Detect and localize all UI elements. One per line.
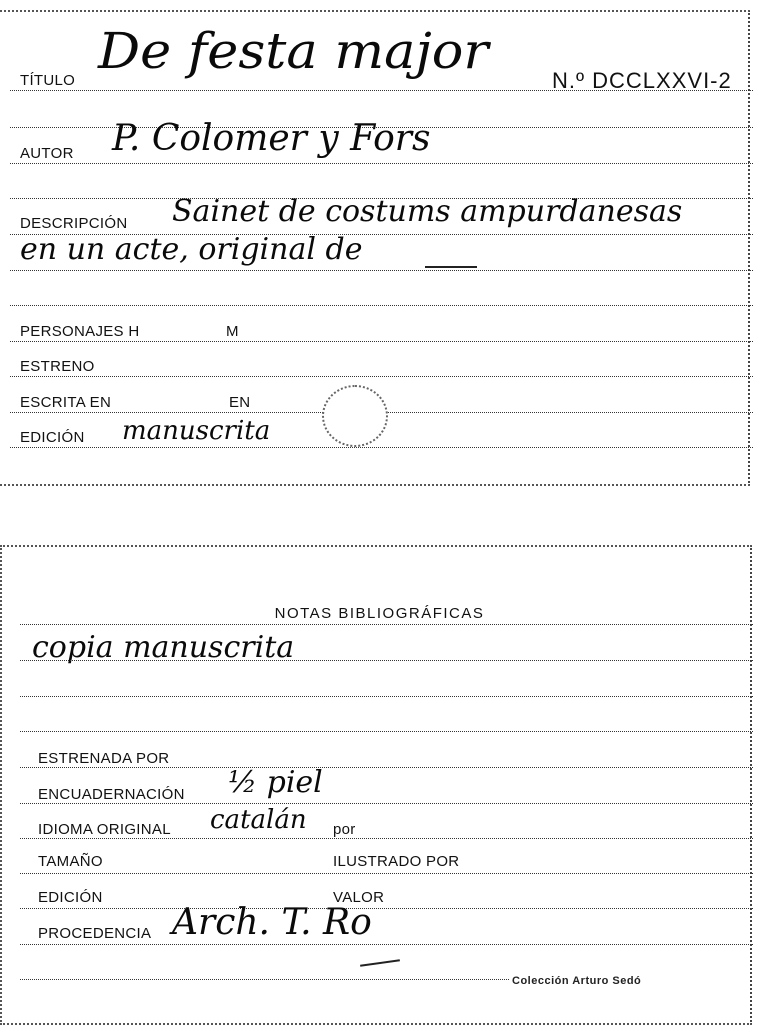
valor-label: VALOR — [333, 889, 385, 906]
edicion-value: manuscrita — [122, 416, 271, 446]
descripcion-line-1: Sainet de costums ampurdanesas — [172, 194, 683, 229]
rule — [20, 979, 509, 980]
rule — [10, 305, 753, 306]
description-rule-2 — [10, 270, 753, 271]
rule — [20, 696, 753, 697]
estreno-label: ESTRENO — [20, 358, 95, 375]
catalog-number: N.º DCCLXXVI-2 — [552, 68, 732, 93]
estreno-rule — [10, 376, 753, 377]
descripcion-line-2: en un acte, original de — [20, 232, 363, 267]
rule — [20, 731, 753, 732]
escrita-label: ESCRITA EN — [20, 394, 112, 411]
personajes-rule — [10, 341, 753, 342]
personajes-m-label: M — [226, 323, 239, 340]
estrenada-rule — [20, 767, 753, 768]
edicion-rule — [10, 447, 753, 448]
descripcion-label: DESCRIPCIÓN — [20, 215, 128, 232]
ilustrado-label: ILUSTRADO POR — [333, 853, 460, 870]
rule — [20, 660, 753, 661]
titulo-value: De festa major — [98, 22, 489, 80]
encuadernacion-label: ENCUADERNACIÓN — [38, 786, 185, 803]
procedencia-rule — [20, 944, 753, 945]
procedencia-label: PROCEDENCIA — [38, 925, 152, 942]
titulo-label: TÍTULO — [20, 72, 76, 89]
edicion-label-bottom: EDICIÓN — [38, 889, 103, 906]
tamano-label: TAMAÑO — [38, 853, 103, 870]
autor-value: P. Colomer y Fors — [112, 118, 431, 159]
notas-rule — [20, 624, 753, 625]
notas-value: copia manuscrita — [32, 630, 295, 665]
idioma-por-label: por — [333, 821, 356, 838]
tamano-rule — [20, 873, 753, 874]
autor-label: AUTOR — [20, 145, 74, 162]
procedencia-value: Arch. T. Ro — [172, 902, 372, 943]
collection-credit: Colección Arturo Sedó — [512, 975, 642, 987]
author-rule — [10, 163, 753, 164]
idioma-label: IDIOMA ORIGINAL — [38, 821, 171, 838]
blank-author-line — [425, 266, 477, 268]
notas-title: NOTAS BIBLIOGRÁFICAS — [274, 605, 485, 622]
edicion-valor-rule — [20, 908, 753, 909]
encuadernacion-rule — [20, 803, 753, 804]
estrenada-label: ESTRENADA POR — [38, 750, 170, 767]
encuadernacion-value: ½ piel — [228, 765, 323, 800]
punch-hole — [322, 385, 388, 447]
edicion-label: EDICIÓN — [20, 429, 85, 446]
idioma-value: catalán — [210, 805, 307, 835]
personajes-label: PERSONAJES H — [20, 323, 140, 340]
idioma-rule — [20, 838, 753, 839]
escrita-en-label: EN — [229, 394, 251, 411]
